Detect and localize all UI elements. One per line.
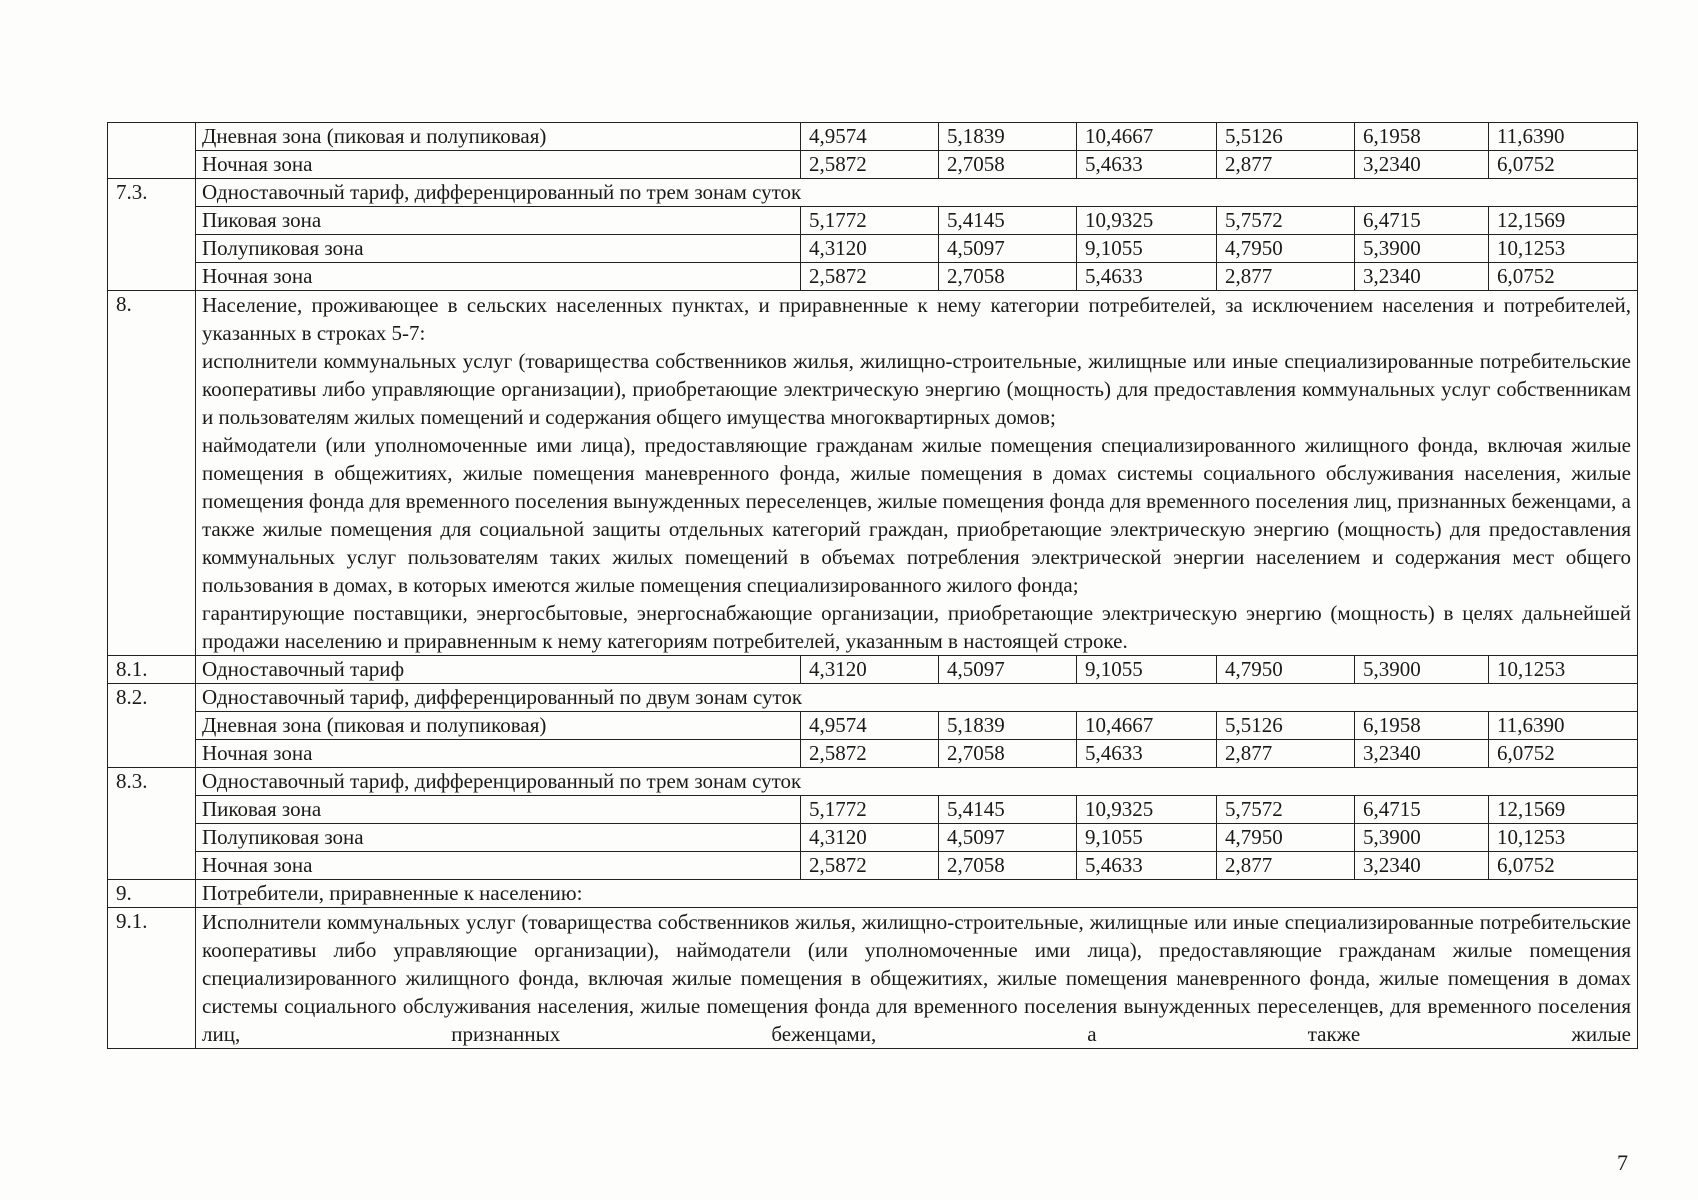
- row-label: Дневная зона (пиковая и полупиковая): [196, 712, 801, 740]
- value-cell: 6,0752: [1489, 740, 1638, 768]
- value-cell: 10,9325: [1077, 207, 1217, 235]
- value-cell: 4,7950: [1217, 824, 1355, 852]
- table-row: [108, 908, 1638, 1049]
- value-cell: 2,5872: [801, 263, 939, 291]
- value-cell: 2,7058: [939, 263, 1077, 291]
- description-paragraph: гарантирующие поставщики, энергосбытовые, энергоснабжающие организации, приобретающие электрическую энергию (мощность) в целях дальнейшей продажи населению и приравненным к нему категориям потребителей, указанным в настоящей строке.: [202, 601, 1631, 653]
- table-row: [108, 880, 1638, 908]
- value-cell: 9,1055: [1077, 235, 1217, 263]
- value-cell: 2,5872: [801, 852, 939, 880]
- table-row: [108, 768, 1638, 796]
- value-cell: 5,1772: [801, 207, 939, 235]
- row-label: Ночная зона: [196, 740, 801, 768]
- value-cell: 10,1253: [1489, 235, 1638, 263]
- row-code-cell: [108, 123, 196, 179]
- value-cell: 10,4667: [1077, 712, 1217, 740]
- table-row: [108, 740, 1638, 768]
- table-row: [108, 207, 1638, 235]
- value-cell: 6,0752: [1489, 151, 1638, 179]
- row-code-cell: 9.1.: [108, 908, 196, 1049]
- table-row: [108, 151, 1638, 179]
- table-row: [108, 263, 1638, 291]
- value-cell: 10,4667: [1077, 123, 1217, 151]
- value-cell: 4,9574: [801, 123, 939, 151]
- row-code-cell: 8.1.: [108, 656, 196, 684]
- value-cell: 2,877: [1217, 263, 1355, 291]
- value-cell: 3,2340: [1355, 263, 1489, 291]
- value-cell: 5,5126: [1217, 712, 1355, 740]
- value-cell: 5,4633: [1077, 151, 1217, 179]
- value-cell: 5,1839: [939, 123, 1077, 151]
- row-label: Одноставочный тариф: [196, 656, 801, 684]
- row-label: Одноставочный тариф, дифференцированный по двум зонам суток: [196, 684, 1638, 712]
- value-cell: 6,0752: [1489, 263, 1638, 291]
- table-row: [108, 684, 1638, 712]
- value-cell: 6,0752: [1489, 852, 1638, 880]
- value-cell: 10,9325: [1077, 796, 1217, 824]
- value-cell: 2,877: [1217, 151, 1355, 179]
- value-cell: 12,1569: [1489, 796, 1638, 824]
- row-code-cell: 8.2.: [108, 684, 196, 768]
- row-label: Одноставочный тариф, дифференцированный по трем зонам суток: [196, 768, 1638, 796]
- page-number: 7: [1617, 1150, 1628, 1175]
- value-cell: 2,7058: [939, 151, 1077, 179]
- row-code-cell: 9.: [108, 880, 196, 908]
- value-cell: 6,1958: [1355, 712, 1489, 740]
- value-cell: 5,4633: [1077, 852, 1217, 880]
- value-cell: 12,1569: [1489, 207, 1638, 235]
- table-row: [108, 852, 1638, 880]
- value-cell: 5,7572: [1217, 796, 1355, 824]
- value-cell: 5,4633: [1077, 263, 1217, 291]
- description-paragraph: исполнители коммунальных услуг (товарищества собственников жилья, жилищно-строительные, жилищные или иные специализированные потребительские кооперативы либо управляющие организации), приобретающие электрическую энергию (мощность) для предоставления коммунальных услуг собственникам и пользователям жилых помещений и содержания общего имущества многоквартирных домов;: [202, 349, 1631, 429]
- value-cell: 5,4145: [939, 207, 1077, 235]
- value-cell: 9,1055: [1077, 656, 1217, 684]
- value-cell: 4,5097: [939, 824, 1077, 852]
- row-code-cell: 7.3.: [108, 179, 196, 291]
- row-label: Дневная зона (пиковая и полупиковая): [196, 123, 801, 151]
- value-cell: 6,1958: [1355, 123, 1489, 151]
- value-cell: 4,5097: [939, 656, 1077, 684]
- value-cell: 5,5126: [1217, 123, 1355, 151]
- table-row: [108, 824, 1638, 852]
- value-cell: 4,7950: [1217, 235, 1355, 263]
- table-row: [108, 712, 1638, 740]
- table-row: [108, 291, 1638, 656]
- value-cell: 2,7058: [939, 852, 1077, 880]
- table-row: [108, 179, 1638, 207]
- description-paragraph: наймодатели (или уполномоченные ими лица), предоставляющие гражданам жилые помещения специализированного жилищного фонда, включая жилые помещения в общежитиях, жилые помещения маневренного фонда, жилые помещения в домах системы социального обслуживания населения, жилые помещения фонда для временного поселения вынужденных переселенцев, жилые помещения фонда для временного поселения лиц, признанных беженцами, а также жилые помещения для социальной защиты отдельных категорий граждан, приобретающие электрическую энергию (мощность) для предоставления коммунальных услуг пользователям таких жилых помещений в объемах потребления электрической энергии населением и содержания мест общего пользования в домах, в которых имеются жилые помещения специализированного жилого фонда;: [202, 433, 1631, 597]
- row-code-cell: 8.: [108, 291, 196, 656]
- value-cell: 4,3120: [801, 235, 939, 263]
- value-cell: 5,4145: [939, 796, 1077, 824]
- row-label: Потребители, приравненные к населению:: [196, 880, 1638, 908]
- value-cell: 4,3120: [801, 824, 939, 852]
- value-cell: 5,3900: [1355, 235, 1489, 263]
- row-label: Пиковая зона: [196, 796, 801, 824]
- value-cell: 3,2340: [1355, 151, 1489, 179]
- value-cell: 5,7572: [1217, 207, 1355, 235]
- value-cell: 6,4715: [1355, 796, 1489, 824]
- value-cell: 11,6390: [1489, 712, 1638, 740]
- table-row: [108, 123, 1638, 151]
- value-cell: 2,7058: [939, 740, 1077, 768]
- value-cell: 4,5097: [939, 235, 1077, 263]
- row-label: Ночная зона: [196, 263, 801, 291]
- value-cell: 5,3900: [1355, 656, 1489, 684]
- row-label: Одноставочный тариф, дифференцированный по трем зонам суток: [196, 179, 1638, 207]
- value-cell: 2,877: [1217, 852, 1355, 880]
- value-cell: 11,6390: [1489, 123, 1638, 151]
- row-label: Полупиковая зона: [196, 235, 801, 263]
- row-code-cell: 8.3.: [108, 768, 196, 880]
- value-cell: 4,3120: [801, 656, 939, 684]
- description-paragraph: Исполнители коммунальных услуг (товарищества собственников жилья, жилищно-строительные, жилищные или иные специализированные потребительские кооперативы либо управляющие организации), наймодатели (или уполномоченные ими лица), предоставляющие гражданам жилые помещения специализированного жилищного фонда, включая жилые помещения в общежитиях, жилые помещения маневренного фонда, жилые помещения в домах системы социального обслуживания населения, жилые помещения фонда для временного поселения вынужденных переселенцев, для временного поселения лиц, признанных беженцами, а также жилые: [202, 910, 1631, 1046]
- row-label: Ночная зона: [196, 852, 801, 880]
- table-row: [108, 656, 1638, 684]
- row-label: Пиковая зона: [196, 207, 801, 235]
- value-cell: 2,5872: [801, 151, 939, 179]
- value-cell: 4,7950: [1217, 656, 1355, 684]
- value-cell: 5,1772: [801, 796, 939, 824]
- value-cell: 4,9574: [801, 712, 939, 740]
- value-cell: 10,1253: [1489, 824, 1638, 852]
- value-cell: 5,1839: [939, 712, 1077, 740]
- value-cell: 5,4633: [1077, 740, 1217, 768]
- table-row: [108, 796, 1638, 824]
- description-paragraph: Население, проживающее в сельских населенных пунктах, и приравненные к нему категории потребителей, за исключением населения и потребителей, указанных в строках 5-7:: [202, 293, 1631, 345]
- row-label: Полупиковая зона: [196, 824, 801, 852]
- value-cell: 2,877: [1217, 740, 1355, 768]
- row-description: [196, 291, 1638, 656]
- value-cell: 9,1055: [1077, 824, 1217, 852]
- row-label: Ночная зона: [196, 151, 801, 179]
- value-cell: 3,2340: [1355, 740, 1489, 768]
- value-cell: 3,2340: [1355, 852, 1489, 880]
- value-cell: 10,1253: [1489, 656, 1638, 684]
- row-description: [196, 908, 1638, 1049]
- value-cell: 6,4715: [1355, 207, 1489, 235]
- tariff-table: [107, 122, 1638, 1049]
- value-cell: 2,5872: [801, 740, 939, 768]
- table-row: [108, 235, 1638, 263]
- value-cell: 5,3900: [1355, 824, 1489, 852]
